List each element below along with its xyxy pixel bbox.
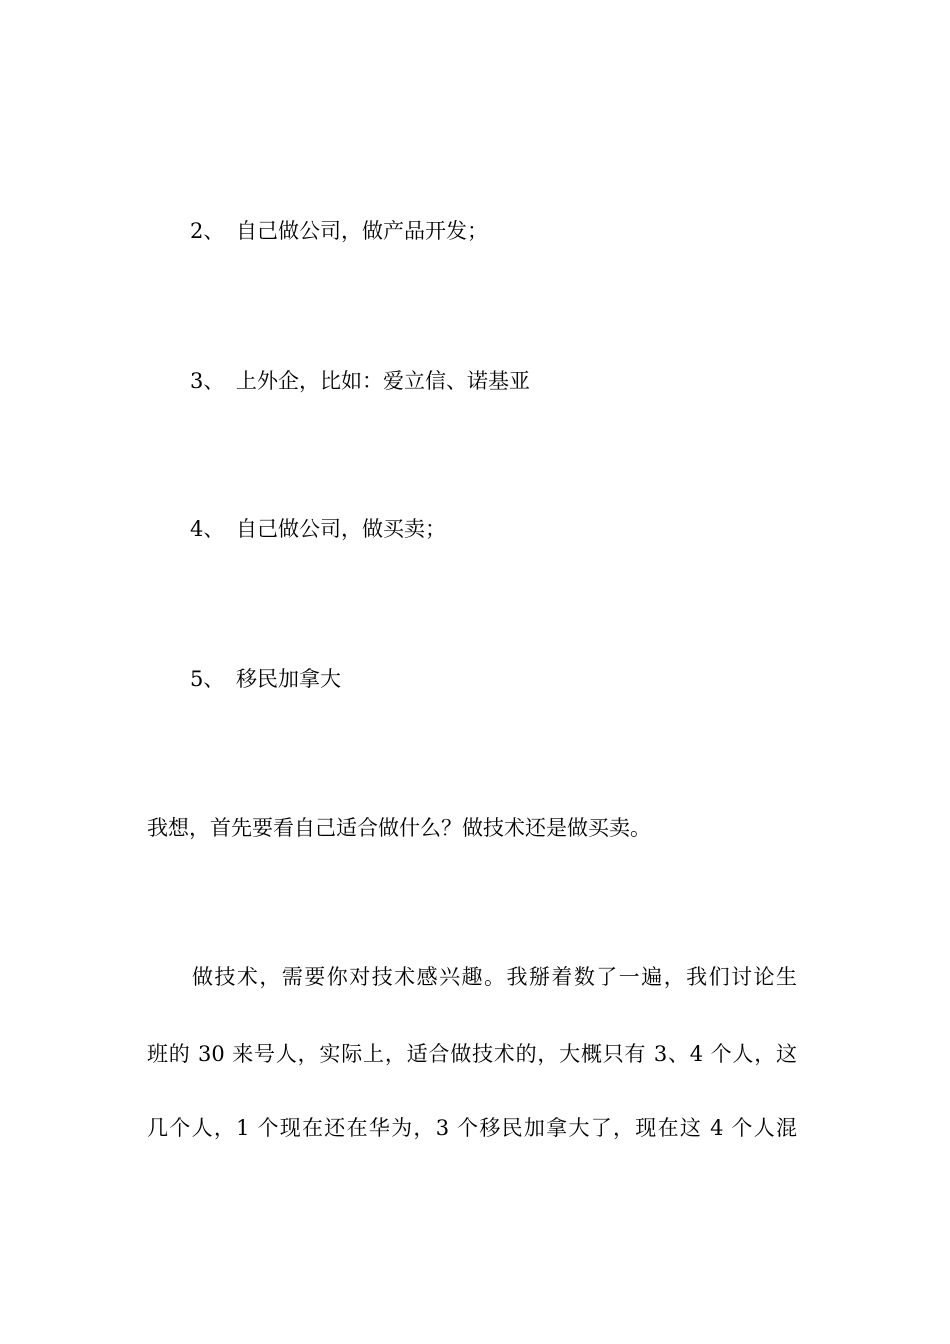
list-item-number: 4、	[190, 517, 225, 541]
list-item	[190, 366, 530, 396]
list-item	[190, 664, 341, 694]
list-item-text: 自己做公司，做买卖；	[236, 517, 446, 541]
list-item	[190, 514, 446, 544]
list-item-number: 3、	[190, 369, 225, 393]
list-item-number: 5、	[190, 667, 225, 691]
list-item-number: 2、	[190, 219, 225, 243]
list-item-text: 自己做公司，做产品开发；	[236, 219, 488, 243]
paragraph: 我想，首先要看自己适合做什么？做技术还是做买卖。	[147, 816, 651, 840]
list-item-text: 移民加拿大	[236, 667, 341, 691]
paragraph-line: 班的 30 来号人，实际上，适合做技术的，大概只有 3、4 个人，这	[147, 1042, 797, 1066]
list-item-text: 上外企，比如：爱立信、诺基亚	[236, 369, 530, 393]
list-item	[190, 216, 488, 246]
paragraph-line: 几个人，1 个现在还在华为，3 个移民加拿大了，现在这 4 个人混	[147, 1116, 797, 1140]
paragraph-line: 做技术，需要你对技术感兴趣。我掰着数了一遍，我们讨论生	[192, 965, 797, 989]
